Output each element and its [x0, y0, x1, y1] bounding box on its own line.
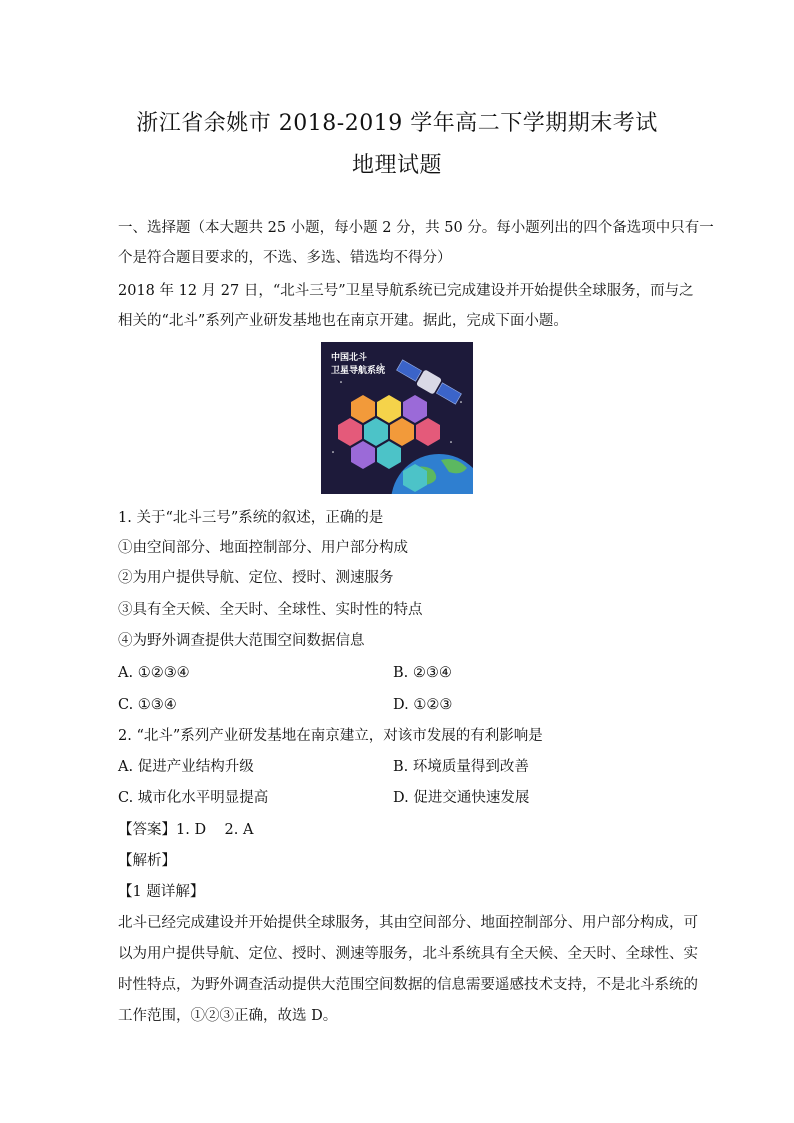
- section-intro-line-1: 一、选择题（本大题共 25 小题，每小题 2 分，共 50 分。每小题列出的四个备选项中只有一: [118, 220, 714, 236]
- q1-item: ④为野外调查提供大范围空间数据信息: [118, 633, 365, 649]
- detail-label: 【1 题详解】: [118, 884, 205, 900]
- detail-line: 工作范围，①②③正确，故选 D。: [118, 1008, 338, 1024]
- document-title: 浙江省余姚市 2018-2019 学年高二下学期期末考试: [136, 111, 658, 136]
- context-line-1: 2018 年 12 月 27 日，“北斗三号”卫星导航系统已完成建设并开始提供全球服务，而与之: [118, 283, 694, 299]
- q2-option-a: A. 促进产业结构升级: [118, 759, 254, 775]
- detail-line: 时性特点，为野外调查活动提供大范围空间数据的信息需要遥感技术支持，不是北斗系统的: [118, 977, 698, 993]
- figure-caption-line-1: 中国北斗: [331, 353, 368, 363]
- section-intro-line-2: 个是符合题目要求的，不选、多选、错选均不得分）: [118, 250, 452, 266]
- context-line-2: 相关的“北斗”系列产业研发基地也在南京开建。据此，完成下面小题。: [118, 313, 568, 329]
- detail-line: 以为用户提供导航、定位、授时、测速等服务，北斗系统具有全天候、全天时、全球性、实: [118, 946, 698, 962]
- q1-option-c: C. ①③④: [118, 697, 177, 713]
- q1-stem: 1. 关于“北斗三号”系统的叙述，正确的是: [118, 510, 384, 526]
- q1-option-d: D. ①②③: [393, 697, 453, 713]
- beidou-figure: [321, 342, 473, 494]
- detail-line: 北斗已经完成建设并开始提供全球服务，其由空间部分、地面控制部分、用户部分构成，可: [118, 915, 698, 931]
- q1-option-a: A. ①②③④: [118, 665, 190, 681]
- q1-item: ②为用户提供导航、定位、授时、测速服务: [118, 570, 394, 586]
- analysis-label: 【解析】: [118, 853, 176, 869]
- q2-option-d: D. 促进交通快速发展: [393, 790, 530, 806]
- figure-caption-line-2: 卫星导航系统: [331, 366, 386, 376]
- q1-item: ③具有全天候、全天时、全球性、实时性的特点: [118, 602, 423, 618]
- document-subtitle: 地理试题: [351, 153, 442, 178]
- q1-option-b: B. ②③④: [393, 665, 452, 681]
- q2-stem: 2. “北斗”系列产业研发基地在南京建立，对该市发展的有利影响是: [118, 728, 543, 744]
- answer-line: 【答案】1. D 2. A: [118, 822, 254, 838]
- q1-item: ①由空间部分、地面控制部分、用户部分构成: [118, 540, 408, 556]
- q2-option-b: B. 环境质量得到改善: [393, 759, 529, 775]
- q2-option-c: C. 城市化水平明显提高: [118, 790, 269, 806]
